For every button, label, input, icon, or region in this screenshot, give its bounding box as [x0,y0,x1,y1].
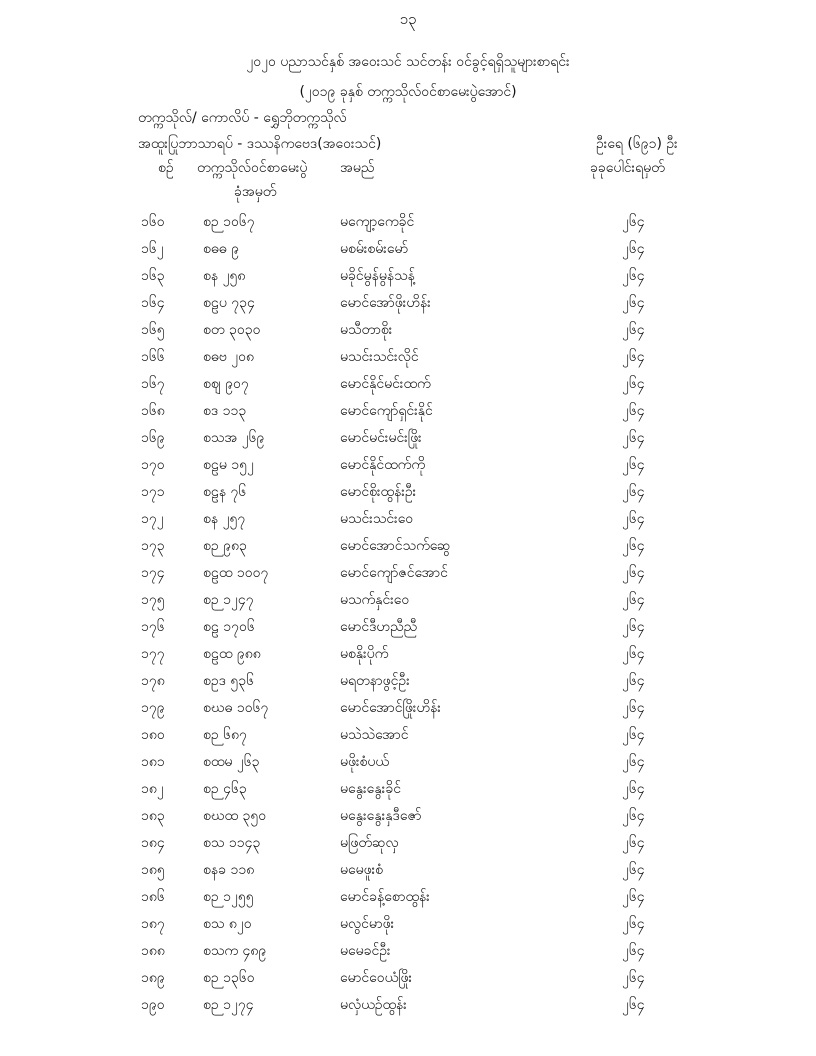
row-number: ၁၆၇ [141,376,165,392]
row-number: ၁၇၅ [141,592,165,608]
table-row [0,968,816,992]
row-name: မနွေးနွေးနှဒီဇော် [340,808,422,824]
row-name: မောင်ဝေယံဖြိုး [340,970,413,986]
row-score: ၂၆၄ [622,673,645,689]
table-row [0,887,816,911]
row-name: မသင်းသင်းလိုင် [340,349,419,365]
row-name: မောင်မင်းမင်းဖြိုး [340,430,422,446]
row-name: မောင်ဒီဟညီညီ [340,619,418,635]
table-row [0,509,816,533]
row-number: ၁၆၉ [141,430,165,446]
table-row [0,563,816,587]
table-row [0,374,816,398]
row-name: မလှံယဉ်ထွန်း [340,997,407,1013]
table-row [0,401,816,425]
row-number: ၁၇၇ [141,646,165,662]
row-number: ၁၆၆ [141,349,165,365]
row-score: ၂၆၄ [622,565,645,581]
header-code: ခုခုပေါင်းရမှတ် [590,160,665,176]
table-row [0,428,816,452]
header-roll-line2: ခုံအမှတ် [234,184,277,200]
row-score: ၂၆၄ [622,511,645,527]
table-row [0,914,816,938]
table-row [0,644,816,668]
row-name: မသီတာစိုး [340,322,393,338]
row-number: ၁၈၂ [141,781,164,797]
table-row [0,266,816,290]
row-score: ၂၆၄ [622,295,645,311]
header-roll: တက္ကသိုလ်ဝင်စာမေးပွဲ [197,160,308,176]
row-number: ၁၈၉ [141,970,165,986]
row-score: ၂၆၄ [622,889,645,905]
row-score: ၂၆၄ [622,997,645,1013]
row-number: ၁၆၀ [141,214,165,230]
table-row [0,482,816,506]
row-name: မောင်နိုင်ထက်ကို [340,457,426,473]
table-row [0,347,816,371]
row-number: ၁၇၂ [141,511,164,527]
row-number: ၁၈၈ [141,943,165,959]
table-row [0,860,816,884]
row-roll-number: စဃဓ ၁၀၆၇ [203,700,269,716]
row-roll-number: စဉ ၉၈၃ [203,538,247,554]
row-name: မမေခင်ဦး [340,943,391,959]
row-score: ၂၆၄ [622,619,645,635]
row-number: ၁၈၄ [141,835,165,851]
row-roll-number: စဉ ၁၃၆၀ [203,970,255,986]
row-score: ၂၆၄ [622,592,645,608]
row-name: မစနိုးပိုက် [340,646,389,662]
table-row [0,779,816,803]
table-row [0,752,816,776]
row-score: ၂၆၄ [622,376,645,392]
table-row [0,239,816,263]
table-row [0,617,816,641]
row-roll-number: စဠမ ၁၅၂ [203,457,254,473]
table-row [0,671,816,695]
row-number: ၁၆၅ [141,322,165,338]
row-score: ၂၆၄ [622,322,645,338]
row-name: မောင်နိုင်မင်းထက် [340,376,431,392]
row-name: မစမ်းစမ်းမော် [340,241,409,257]
row-score: ၂၆၄ [622,214,645,230]
row-number: ၁၈၆ [141,889,165,905]
row-name: မသဲသဲအောင် [340,727,409,743]
row-roll-number: စတ ၃၀၃၀ [203,322,261,338]
header-no: စဉ် [158,160,174,176]
row-roll-number: စဠ ၁၇၀၆ [203,619,255,635]
row-roll-number: စဓဓ ၉ [203,241,239,257]
row-roll-number: စဉ ၁၂၇၄ [203,997,254,1013]
table-row [0,806,816,830]
row-name: မဖြတ်ဆုလှ [340,835,399,851]
row-roll-number: စဠပ ၇၃၄ [203,295,255,311]
row-score: ၂၆၄ [622,781,645,797]
table-row [0,833,816,857]
row-roll-number: စဒ ၁၁၃ [203,403,247,419]
row-name: မသင်းသင်းဝေ [340,511,414,527]
row-roll-number: စဠထ ၁၀၀၇ [203,565,269,581]
row-roll-number: စသအ ၂၆၉ [203,430,265,446]
row-name: မရတနာဖွင့်ဦး [340,673,410,689]
row-score: ၂၆၄ [622,268,645,284]
row-number: ၁၈၀ [141,727,165,743]
row-roll-number: စဃထ ၃၅၀ [203,808,267,824]
table-row [0,995,816,1019]
university-label: တက္ကသိုလ်/ ကောလိပ် - ရွှေဘိုတက္ကသိုလ် [138,110,347,126]
row-score: ၂၆၄ [622,646,645,662]
row-name: မောင်စိုးထွန်းဦး [340,484,417,500]
row-roll-number: စနခ ၁၁၈ [203,862,255,878]
table-row [0,941,816,965]
row-roll-number: စဉ ၄၆၃ [203,781,247,797]
row-number: ၁၇၃ [141,538,165,554]
row-name: မောင်အောင်ဖြိုးဟိန်း [340,700,441,716]
table-row [0,725,816,749]
row-score: ၂၆၄ [622,538,645,554]
row-score: ၂၆၄ [622,403,645,419]
row-score: ၂၆၄ [622,916,645,932]
row-roll-number: စဉ ၆၈၇ [203,727,247,743]
row-score: ၂၆၄ [622,484,645,500]
row-score: ၂၆၄ [622,835,645,851]
row-number: ၁၈၇ [141,916,165,932]
row-roll-number: စဉ ၁၂၄၇ [203,592,254,608]
row-number: ၁၆၈ [141,403,165,419]
row-number: ၁၈၅ [141,862,165,878]
row-roll-number: စဓဗ ၂၀၈ [203,349,254,365]
row-number: ၁၆၃ [141,268,165,284]
row-score: ၂၆၄ [622,943,645,959]
row-name: မောင်ကျော်ဇင်အောင် [340,565,448,581]
row-name: မောင်ခန့်စောထွန်း [340,889,430,905]
row-score: ၂၆၄ [622,700,645,716]
row-number: ၁၇၉ [141,700,165,716]
row-number: ၁၉၀ [141,997,165,1013]
row-roll-number: စန ၂၅၈ [203,268,246,284]
table-row [0,320,816,344]
row-name: မောင်အောင်သက်ဆွေ [340,538,451,554]
table-row [0,293,816,317]
document-title: ၂၀၂၀ ပညာသင်နှစ် အဝေးသင် သင်တန်း ဝင်ခွင့်ရရှိသူများစာရင်း [246,54,570,70]
row-name: မကျော့ကေခိုင် [340,214,415,230]
table-row [0,212,816,236]
row-roll-number: စသ ၈၂၀ [203,916,252,932]
row-number: ၁၇၈ [141,673,165,689]
row-number: ၁၇၆ [141,619,165,635]
row-roll-number: စထမ ၂၆၃ [203,754,260,770]
row-score: ၂၆၄ [622,430,645,446]
row-roll-number: စဠထ ၉၈၈ [203,646,261,662]
row-score: ၂၆၄ [622,457,645,473]
row-number: ၁၇၀ [141,457,165,473]
row-name: မနွေးနွေးခိုင် [340,781,401,797]
table-row [0,698,816,722]
major-label: အထူးပြုဘာသာရပ် - ဒဿနိကဗေဒ(အဝေးသင်) [138,136,382,152]
row-number: ၁၇၄ [141,565,165,581]
row-roll-number: စဈ ၉၀၇ [203,376,249,392]
row-score: ၂၆၄ [622,349,645,365]
row-score: ၂၆၄ [622,754,645,770]
document-subtitle: (၂၀၁၉ ခုနှစ် တက္ကသိုလ်ဝင်စာမေးပွဲအောင်) [299,84,517,100]
row-number: ၁၈၃ [141,808,165,824]
row-name: မမေဖူးစံ [340,862,384,878]
row-roll-number: စသ ၁၁၄၃ [203,835,261,851]
table-row [0,536,816,560]
row-name: မဖိုးစံပယ် [340,754,389,770]
total-count: ဦးရေ (၆၉၁) ဦး [596,136,678,152]
row-name: မလွင်မာဖိုး [340,916,395,932]
row-score: ၂၆၄ [622,862,645,878]
row-roll-number: စဠန ၇၆ [203,484,247,500]
row-number: ၁၆၄ [141,295,165,311]
row-roll-number: စသက ၄၈၉ [203,943,267,959]
row-roll-number: စဥဒ ၅၃၆ [203,673,255,689]
row-name: မောင်ကျော်ရှင်းနိုင် [340,403,433,419]
row-roll-number: စန ၂၅၇ [203,511,246,527]
row-score: ၂၆၄ [622,727,645,743]
page-number: ၁၃ [399,10,417,28]
row-score: ၂၆၄ [622,808,645,824]
table-row [0,455,816,479]
row-roll-number: စဉ ၁၂၅၅ [203,889,254,905]
row-number: ၁၆၂ [141,241,164,257]
row-name: မခိုင်မွန်မွန်သန့် [340,268,415,284]
row-name: မောင်အော်ဖိုးဟိန်း [340,295,431,311]
row-number: ၁၇၁ [141,484,165,500]
row-name: မသက်နှင်းဝေ [340,592,410,608]
row-score: ၂၆၄ [622,970,645,986]
row-score: ၂၆၄ [622,241,645,257]
row-number: ၁၈၁ [141,754,165,770]
table-row [0,590,816,614]
header-name: အမည် [340,160,375,176]
row-roll-number: စဉ ၁၀၆၇ [203,214,255,230]
